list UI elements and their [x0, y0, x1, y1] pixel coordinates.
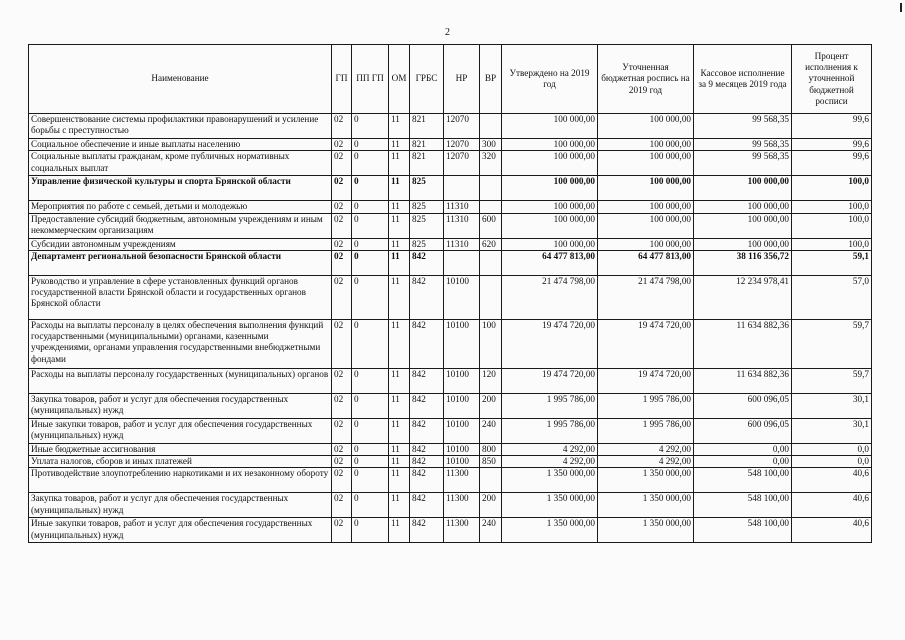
cell-vr: 240 — [480, 418, 502, 443]
cell-approved: 100 000,00 — [502, 151, 598, 176]
cell-nr: 10100 — [444, 456, 480, 468]
cell-percent: 100,0 — [792, 176, 872, 201]
col-header-ppgp: ПП ГП — [352, 45, 389, 114]
cell-approved: 100 000,00 — [502, 114, 598, 139]
table-row — [29, 151, 872, 176]
cell-vr — [480, 176, 502, 201]
cell-ppgp: 0 — [352, 151, 389, 176]
col-header-refined: Уточненная бюджетная роспись на 2019 год — [598, 45, 694, 114]
cell-refined: 4 292,00 — [598, 456, 694, 468]
col-header-nr: НР — [444, 45, 480, 114]
cell-gp: 02 — [332, 319, 352, 368]
cell-om: 11 — [389, 393, 410, 418]
table-row — [29, 493, 872, 518]
budget-table — [28, 44, 872, 543]
cell-vr: 200 — [480, 393, 502, 418]
cell-grbs: 842 — [410, 468, 444, 493]
cell-refined: 100 000,00 — [598, 238, 694, 250]
col-header-vr: ВР — [480, 45, 502, 114]
cell-ppgp: 0 — [352, 275, 389, 319]
cell-nr: 11310 — [444, 201, 480, 213]
cell-refined: 100 000,00 — [598, 151, 694, 176]
cell-gp: 02 — [332, 493, 352, 518]
cell-vr: 100 — [480, 319, 502, 368]
cell-refined: 21 474 798,00 — [598, 275, 694, 319]
cell-approved: 100 000,00 — [502, 213, 598, 238]
cell-name: Противодействие злоупотреблению наркотиками и их незаконному обороту — [29, 468, 332, 493]
cell-approved: 19 474 720,00 — [502, 319, 598, 368]
cell-vr — [480, 468, 502, 493]
cell-grbs: 842 — [410, 393, 444, 418]
cell-om: 11 — [389, 201, 410, 213]
cell-percent: 99,6 — [792, 114, 872, 139]
cell-om: 11 — [389, 368, 410, 393]
cell-executed: 38 116 356,72 — [694, 250, 792, 275]
cell-percent: 100,0 — [792, 238, 872, 250]
cell-grbs: 821 — [410, 114, 444, 139]
cell-om: 11 — [389, 176, 410, 201]
cell-om: 11 — [389, 213, 410, 238]
cell-nr: 10100 — [444, 393, 480, 418]
cell-om: 11 — [389, 319, 410, 368]
page-number: 2 — [445, 27, 450, 38]
cell-executed: 11 634 882,36 — [694, 319, 792, 368]
cell-grbs: 842 — [410, 518, 444, 543]
col-header-grbs: ГРБС — [410, 45, 444, 114]
cell-name: Уплата налогов, сборов и иных платежей — [29, 456, 332, 468]
col-header-gp: ГП — [332, 45, 352, 114]
cell-refined: 19 474 720,00 — [598, 368, 694, 393]
cell-nr: 10100 — [444, 368, 480, 393]
cell-refined: 1 350 000,00 — [598, 493, 694, 518]
cell-gp: 02 — [332, 201, 352, 213]
cell-grbs: 842 — [410, 319, 444, 368]
cell-om: 11 — [389, 518, 410, 543]
cell-approved: 21 474 798,00 — [502, 275, 598, 319]
cell-gp: 02 — [332, 139, 352, 151]
cell-approved: 100 000,00 — [502, 238, 598, 250]
cell-gp: 02 — [332, 176, 352, 201]
cell-gp: 02 — [332, 151, 352, 176]
table-row — [29, 443, 872, 455]
cell-percent: 30,1 — [792, 418, 872, 443]
cell-percent: 59,7 — [792, 319, 872, 368]
cell-gp: 02 — [332, 518, 352, 543]
cell-name: Предоставление субсидий бюджетным, автономным учреждениям и иным некоммерческим организациям — [29, 213, 332, 238]
cell-vr — [480, 250, 502, 275]
cell-nr: 10100 — [444, 319, 480, 368]
table-row — [29, 319, 872, 368]
cell-ppgp: 0 — [352, 456, 389, 468]
cell-executed: 548 100,00 — [694, 468, 792, 493]
cell-om: 11 — [389, 275, 410, 319]
cell-gp: 02 — [332, 275, 352, 319]
cell-executed: 99 568,35 — [694, 151, 792, 176]
cell-executed: 100 000,00 — [694, 176, 792, 201]
cell-grbs: 842 — [410, 368, 444, 393]
cell-refined: 1 350 000,00 — [598, 468, 694, 493]
cell-ppgp: 0 — [352, 418, 389, 443]
cell-ppgp: 0 — [352, 139, 389, 151]
cell-executed: 99 568,35 — [694, 139, 792, 151]
cell-name: Департамент региональной безопасности Брянской области — [29, 250, 332, 275]
cell-grbs: 825 — [410, 213, 444, 238]
cell-om: 11 — [389, 114, 410, 139]
cell-refined: 64 477 813,00 — [598, 250, 694, 275]
table-row — [29, 201, 872, 213]
cell-refined: 1 350 000,00 — [598, 518, 694, 543]
col-header-percent: Процент исполнения к уточненной бюджетной росписи — [792, 45, 872, 114]
cell-om: 11 — [389, 443, 410, 455]
cell-percent: 0,0 — [792, 456, 872, 468]
cell-percent: 40,6 — [792, 468, 872, 493]
cell-nr: 10100 — [444, 443, 480, 455]
cell-grbs: 825 — [410, 201, 444, 213]
table-row — [29, 250, 872, 275]
cell-approved: 1 350 000,00 — [502, 468, 598, 493]
cell-nr: 10100 — [444, 418, 480, 443]
cell-executed: 100 000,00 — [694, 201, 792, 213]
cell-approved: 100 000,00 — [502, 201, 598, 213]
cell-refined: 4 292,00 — [598, 443, 694, 455]
cell-name: Иные закупки товаров, работ и услуг для обеспечения государственных (муниципальных) нужд — [29, 418, 332, 443]
cell-om: 11 — [389, 456, 410, 468]
cell-approved: 100 000,00 — [502, 176, 598, 201]
table-header-row — [29, 45, 872, 114]
cell-gp: 02 — [332, 393, 352, 418]
cell-nr: 11300 — [444, 493, 480, 518]
cell-vr: 200 — [480, 493, 502, 518]
cell-name: Мероприятия по работе с семьей, детьми и молодежью — [29, 201, 332, 213]
cell-om: 11 — [389, 468, 410, 493]
col-header-name: Наименование — [29, 45, 332, 114]
cell-executed: 99 568,35 — [694, 114, 792, 139]
cell-approved: 1 350 000,00 — [502, 493, 598, 518]
table-row — [29, 418, 872, 443]
cell-approved: 100 000,00 — [502, 139, 598, 151]
cell-nr: 12070 — [444, 139, 480, 151]
table-row — [29, 368, 872, 393]
cell-vr — [480, 275, 502, 319]
col-header-om: ОМ — [389, 45, 410, 114]
cell-percent: 40,6 — [792, 493, 872, 518]
cell-name: Иные закупки товаров, работ и услуг для обеспечения государственных (муниципальных) нужд — [29, 518, 332, 543]
table-row — [29, 275, 872, 319]
cell-approved: 19 474 720,00 — [502, 368, 598, 393]
cell-gp: 02 — [332, 114, 352, 139]
table-row — [29, 456, 872, 468]
cell-percent: 100,0 — [792, 201, 872, 213]
cell-refined: 100 000,00 — [598, 176, 694, 201]
cell-name: Иные бюджетные ассигнования — [29, 443, 332, 455]
cell-ppgp: 0 — [352, 368, 389, 393]
cell-vr: 800 — [480, 443, 502, 455]
cell-nr: 11300 — [444, 468, 480, 493]
cell-grbs: 842 — [410, 456, 444, 468]
cell-gp: 02 — [332, 418, 352, 443]
cell-om: 11 — [389, 493, 410, 518]
cell-percent: 59,1 — [792, 250, 872, 275]
cell-executed: 600 096,05 — [694, 393, 792, 418]
cell-gp: 02 — [332, 368, 352, 393]
cell-executed: 100 000,00 — [694, 213, 792, 238]
cell-percent: 99,6 — [792, 151, 872, 176]
cell-percent: 40,6 — [792, 518, 872, 543]
cell-grbs: 842 — [410, 443, 444, 455]
cell-ppgp: 0 — [352, 393, 389, 418]
cell-approved: 1 995 786,00 — [502, 393, 598, 418]
cell-om: 11 — [389, 250, 410, 275]
cell-vr: 620 — [480, 238, 502, 250]
table-row — [29, 213, 872, 238]
cell-ppgp: 0 — [352, 114, 389, 139]
cell-ppgp: 0 — [352, 213, 389, 238]
cell-ppgp: 0 — [352, 201, 389, 213]
cell-ppgp: 0 — [352, 443, 389, 455]
cell-ppgp: 0 — [352, 176, 389, 201]
cell-percent: 57,0 — [792, 275, 872, 319]
cell-percent: 99,6 — [792, 139, 872, 151]
cell-approved: 1 350 000,00 — [502, 518, 598, 543]
cell-name: Руководство и управление в сфере установленных функций органов государственной власти Брянской области и государственных органов Брянской области — [29, 275, 332, 319]
cell-nr: 11310 — [444, 238, 480, 250]
cell-executed: 11 634 882,36 — [694, 368, 792, 393]
cell-name: Расходы на выплаты персоналу государственных (муниципальных) органов — [29, 368, 332, 393]
cell-name: Социальные выплаты гражданам, кроме публичных нормативных социальных выплат — [29, 151, 332, 176]
cell-vr — [480, 201, 502, 213]
cell-om: 11 — [389, 238, 410, 250]
col-header-approved: Утверждено на 2019 год — [502, 45, 598, 114]
col-header-executed: Кассовое исполнение за 9 месяцев 2019 года — [694, 45, 792, 114]
table-row — [29, 139, 872, 151]
table-row — [29, 114, 872, 139]
cell-nr: 12070 — [444, 114, 480, 139]
cell-ppgp: 0 — [352, 250, 389, 275]
cell-grbs: 842 — [410, 275, 444, 319]
cell-gp: 02 — [332, 443, 352, 455]
cell-om: 11 — [389, 418, 410, 443]
cell-grbs: 821 — [410, 151, 444, 176]
cell-name: Совершенствование системы профилактики правонарушений и усиление борьбы с преступностью — [29, 114, 332, 139]
cell-ppgp: 0 — [352, 319, 389, 368]
cell-nr: 11310 — [444, 213, 480, 238]
cell-vr: 300 — [480, 139, 502, 151]
cell-name: Управление физической культуры и спорта Брянской области — [29, 176, 332, 201]
cell-grbs: 825 — [410, 176, 444, 201]
cell-gp: 02 — [332, 213, 352, 238]
cell-nr — [444, 176, 480, 201]
cell-vr: 850 — [480, 456, 502, 468]
cell-approved: 4 292,00 — [502, 456, 598, 468]
cell-refined: 100 000,00 — [598, 201, 694, 213]
cell-vr — [480, 114, 502, 139]
cell-gp: 02 — [332, 468, 352, 493]
cell-name: Закупка товаров, работ и услуг для обеспечения государственных (муниципальных) нужд — [29, 493, 332, 518]
cell-grbs: 825 — [410, 238, 444, 250]
cell-ppgp: 0 — [352, 493, 389, 518]
cell-vr: 240 — [480, 518, 502, 543]
table-row — [29, 238, 872, 250]
cell-refined: 19 474 720,00 — [598, 319, 694, 368]
cell-executed: 0,00 — [694, 443, 792, 455]
cell-ppgp: 0 — [352, 468, 389, 493]
cell-executed: 12 234 978,41 — [694, 275, 792, 319]
cell-name: Субсидии автономным учреждениям — [29, 238, 332, 250]
cell-percent: 59,7 — [792, 368, 872, 393]
cell-om: 11 — [389, 151, 410, 176]
cell-name: Расходы на выплаты персоналу в целях обеспечения выполнения функций государственными (муниципальными) органами, казенными учреждениями, органами управления государственными внебюджетными фондами — [29, 319, 332, 368]
cell-percent: 0,0 — [792, 443, 872, 455]
cell-nr: 11300 — [444, 518, 480, 543]
cell-refined: 100 000,00 — [598, 213, 694, 238]
cell-vr: 320 — [480, 151, 502, 176]
cell-vr: 600 — [480, 213, 502, 238]
cell-approved: 1 995 786,00 — [502, 418, 598, 443]
cell-gp: 02 — [332, 456, 352, 468]
cell-executed: 600 096,05 — [694, 418, 792, 443]
table-row — [29, 176, 872, 201]
cell-refined: 1 995 786,00 — [598, 418, 694, 443]
cell-name: Социальное обеспечение и иные выплаты населению — [29, 139, 332, 151]
cell-gp: 02 — [332, 250, 352, 275]
cell-executed: 100 000,00 — [694, 238, 792, 250]
cell-ppgp: 0 — [352, 238, 389, 250]
cell-nr — [444, 250, 480, 275]
table-row — [29, 468, 872, 493]
cell-approved: 64 477 813,00 — [502, 250, 598, 275]
cell-nr: 10100 — [444, 275, 480, 319]
cell-grbs: 821 — [410, 139, 444, 151]
cell-grbs: 842 — [410, 418, 444, 443]
cell-vr: 120 — [480, 368, 502, 393]
cell-executed: 548 100,00 — [694, 493, 792, 518]
cell-refined: 1 995 786,00 — [598, 393, 694, 418]
cell-name: Закупка товаров, работ и услуг для обеспечения государственных (муниципальных) нужд — [29, 393, 332, 418]
table-body — [29, 114, 872, 543]
table-row — [29, 518, 872, 543]
cell-percent: 30,1 — [792, 393, 872, 418]
cell-om: 11 — [389, 139, 410, 151]
cell-percent: 100,0 — [792, 213, 872, 238]
cell-executed: 0,00 — [694, 456, 792, 468]
cell-gp: 02 — [332, 238, 352, 250]
cell-grbs: 842 — [410, 250, 444, 275]
cell-ppgp: 0 — [352, 518, 389, 543]
cell-executed: 548 100,00 — [694, 518, 792, 543]
cell-approved: 4 292,00 — [502, 443, 598, 455]
cell-refined: 100 000,00 — [598, 114, 694, 139]
cell-refined: 100 000,00 — [598, 139, 694, 151]
cell-grbs: 842 — [410, 493, 444, 518]
cell-nr: 12070 — [444, 151, 480, 176]
scan-edge-mark — [900, 3, 902, 12]
table-row — [29, 393, 872, 418]
